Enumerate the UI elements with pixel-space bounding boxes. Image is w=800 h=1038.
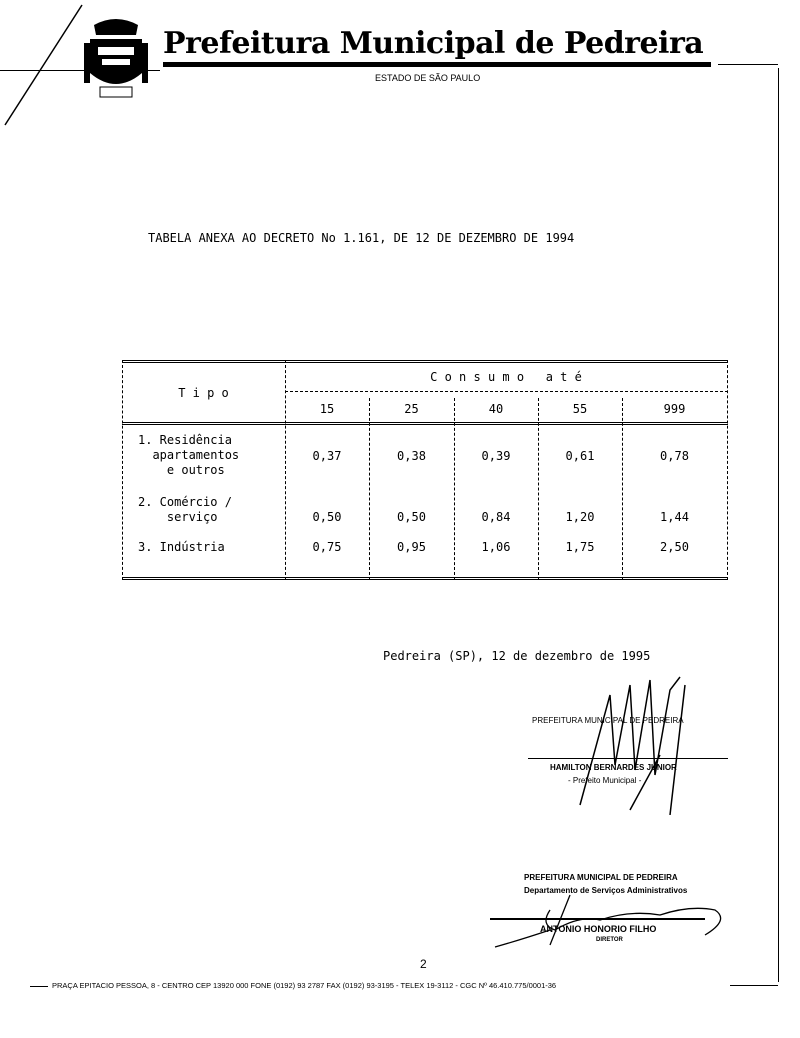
- letterhead-rule: [163, 62, 711, 67]
- column-header: 25: [404, 402, 419, 416]
- signature1-role: - Prefeito Municipal -: [568, 776, 642, 785]
- decree-title: TABELA ANEXA AO DECRETO No 1.161, DE 12 DE DEZEMBRO DE 1994: [148, 231, 575, 245]
- frame-line: [730, 985, 778, 986]
- table-cell: 0,95: [397, 540, 426, 554]
- table-cell: 0,50: [312, 510, 342, 524]
- column-header: 40: [488, 402, 504, 416]
- letterhead-title: Prefeitura Municipal de Pedreira: [163, 26, 704, 61]
- date-line: Pedreira (SP), 12 de dezembro de 1995: [383, 649, 651, 663]
- table-cell: 1,06: [481, 540, 511, 554]
- table-cell: 0,84: [481, 510, 511, 524]
- footer-address: PRAÇA EPITACIO PESSOA, 8 - CENTRO CEP 13920 000 FONE (0192) 93 2787 FAX (0192) 93-3195 - TELEX 19-3112 - CGC Nº 46.410.775/0001-36: [52, 981, 557, 990]
- table-border-top: [122, 360, 728, 363]
- column-header: 999: [663, 402, 686, 416]
- table-cell: 1,75: [565, 540, 595, 554]
- frame-line: [778, 68, 779, 982]
- table-cell: 0,39: [481, 449, 511, 463]
- signature2-dept: Departamento de Serviços Administrativos: [524, 886, 688, 895]
- letterhead-state: ESTADO DE SÃO PAULO: [375, 73, 481, 83]
- page-number: 2: [420, 957, 427, 971]
- table-cell: 0,38: [397, 449, 426, 463]
- handwritten-signature: [490, 885, 730, 955]
- footer-rule: [30, 986, 48, 987]
- table-cell: 0,37: [312, 449, 342, 463]
- column-header: 55: [572, 402, 588, 416]
- tipo-header: T i p o: [178, 386, 229, 400]
- table-cell: 0,78: [660, 449, 689, 463]
- row-tipo: 3. Indústria: [138, 540, 225, 554]
- crest-logo: [80, 17, 152, 101]
- row-tipo: 1. Residência apartamentos e outros: [138, 433, 240, 477]
- table-cell: 1,20: [565, 510, 595, 524]
- table-cell: 0,61: [565, 449, 595, 463]
- table-cell: 0,50: [397, 510, 426, 524]
- signature2-name: ANTONIO HONORIO FILHO: [540, 924, 657, 934]
- header-separator: [122, 422, 728, 425]
- signature1-name: HAMILTON BERNARDES JUNIOR: [550, 763, 677, 772]
- table-cell: 1,44: [660, 510, 689, 524]
- column-header: 15: [319, 402, 335, 416]
- handwritten-signature: [570, 675, 700, 815]
- tariff-table: [122, 360, 728, 580]
- table-border-bottom: [122, 577, 728, 580]
- signature2-role: DIRETOR: [596, 937, 623, 943]
- row-tipo: 2. Comércio / serviço: [138, 495, 232, 524]
- table-cell: 0,75: [312, 540, 342, 554]
- frame-line: [718, 64, 778, 65]
- signature2-org: PREFEITURA MUNICIPAL DE PEDREIRA: [524, 873, 678, 882]
- table-cell: 2,50: [660, 540, 689, 554]
- scan-mark: [0, 0, 90, 130]
- consumo-separator: [285, 391, 728, 392]
- consumo-header: C o n s u m o a t é: [430, 370, 582, 384]
- signature1-org: PREFEITURA MUNICIPAL DE PEDREIRA: [532, 716, 684, 725]
